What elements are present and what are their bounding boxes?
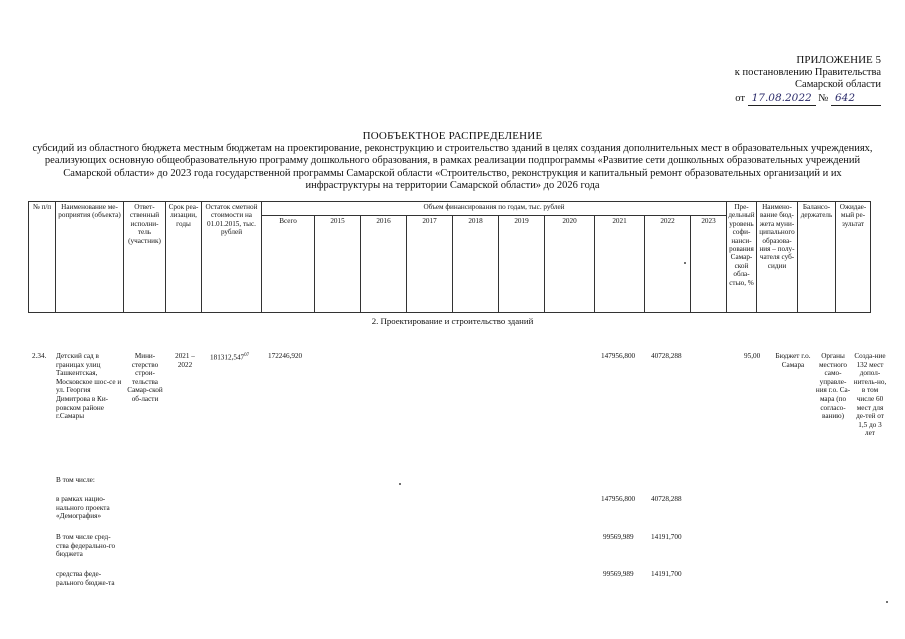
appendix-date-line [735, 92, 881, 107]
row-balance-value: 181312,547 [210, 353, 245, 362]
row-holder: Органы местного само-управле-ния г.о. Са-мара (по согласо-ванию) [815, 352, 851, 421]
scan-speck [886, 601, 888, 603]
row-balance-sup: 07 [244, 353, 250, 358]
col-header-cofin: Пре-дельный уровень софи-нанси-рования Самар-ской обла-стью, % [727, 202, 757, 313]
header-table [28, 201, 871, 313]
col-header-year: 2019 [499, 216, 545, 313]
scan-speck [399, 483, 401, 485]
row-term: 2021 – 2022 [175, 352, 195, 369]
document-title: ПООБЪЕКТНОЕ РАСПРЕДЕЛЕНИЕ [362, 130, 543, 142]
col-header-term: Срок реа-лизации, годы [166, 202, 202, 313]
col-header-year: 2017 [407, 216, 453, 313]
row-num: 2.34. [32, 352, 47, 360]
document-subtitle: субсидий из областного бюджета местным бюджетам на проектирование, реконструкцию и строительство зданий в целях создания дополнительных мест в образовательных учреждениях, реализующих основную общеобразовательную программу дошкольного образования, в рамках реализации подпрограммы «Развитие сети дошкольных образовательных учреждений Самарской области» до 2023 года государственной программы Самарской области «Строительство, реконструкция и капитальный ремонт образовательных организаций и их инфраструктуры на территории Самарской области» до 2026 года [32, 142, 873, 191]
col-header-year: 2021 [595, 216, 645, 313]
subrow-2022: 40728,288 [651, 495, 682, 503]
number-field [831, 92, 881, 107]
appendix-block [735, 54, 881, 106]
number-label: № [818, 92, 829, 104]
subrow-label: средства феде-рального бюдже-та [56, 570, 115, 587]
appendix-line-2: Самарской области [795, 79, 881, 90]
document-title-block [0, 130, 905, 193]
number-value: 642 [835, 91, 856, 104]
subrow-2021: 99569,989 [603, 533, 634, 541]
col-header-year: 2022 [645, 216, 691, 313]
row-executor: Мини-стерство строи-тельства Самар-ской об-ласти [127, 352, 163, 403]
row-2021: 147956,800 [601, 352, 636, 360]
col-header-num: № п/п [29, 202, 56, 313]
col-header-year: 2023 [691, 216, 727, 313]
appendix-line-1: к постановлению Правительства [734, 66, 881, 78]
col-header-executor: Ответ-ственный исполни-тель (участник) [124, 202, 166, 313]
subrow-2021: 147956,800 [601, 495, 636, 503]
col-header-funding: Объем финансирования по годам, тыс. рублей [262, 202, 727, 216]
subrow-label: В том числе сред-ства федерально-го бюджета [56, 533, 116, 559]
row-2022: 40728,288 [651, 352, 682, 360]
col-header-year: 2016 [361, 216, 407, 313]
subrow-2022: 14191,700 [651, 570, 682, 578]
col-header-balance: Остаток сметной стоимости на 01.01.2015, тыс. рублей [202, 202, 262, 313]
col-header-year: 2020 [545, 216, 595, 313]
subrow-label: В том числе: [56, 476, 95, 484]
col-header-total: Всего [262, 216, 315, 313]
row-result: Созда-ние 132 мест допол-нитель-но, в том числе 60 мест для де-тей от 1,5 до 3 лет [853, 352, 887, 438]
subrow-2021: 99569,989 [603, 570, 634, 578]
row-cofin: 95,00 [744, 352, 761, 360]
col-header-budget: Наимено-вание бюд-жета муни-ципального образова-ния – полу-чателя суб-сидии [757, 202, 798, 313]
col-header-year: 2015 [315, 216, 361, 313]
scan-speck [684, 262, 686, 264]
subrow-label: в рамках нацио-нального проекта «Демография» [56, 495, 110, 521]
subrow-2022: 14191,700 [651, 533, 682, 541]
date-field [748, 92, 816, 107]
col-header-name: Наименование ме-роприятия (объекта) [56, 202, 124, 313]
section-title: 2. Проектирование и строительство зданий [371, 316, 534, 326]
row-name: Детский сад в границах улиц Ташкентская, Московское шос-се и ул. Георгия Димитрова в Ки-ровском районе г.Самары [56, 352, 122, 421]
col-header-result: Ожидае-мый ре-зультат [836, 202, 871, 313]
col-header-year: 2018 [453, 216, 499, 313]
row-total: 172246,920 [268, 352, 303, 360]
appendix-title: ПРИЛОЖЕНИЕ 5 [796, 54, 881, 66]
from-label: от [735, 92, 745, 104]
row-balance [210, 352, 266, 362]
col-header-holder: Балансо-держатель [798, 202, 836, 313]
date-value: 17.08.2022 [751, 91, 812, 104]
row-budget-name: Бюджет г.о. Самара [775, 352, 811, 369]
